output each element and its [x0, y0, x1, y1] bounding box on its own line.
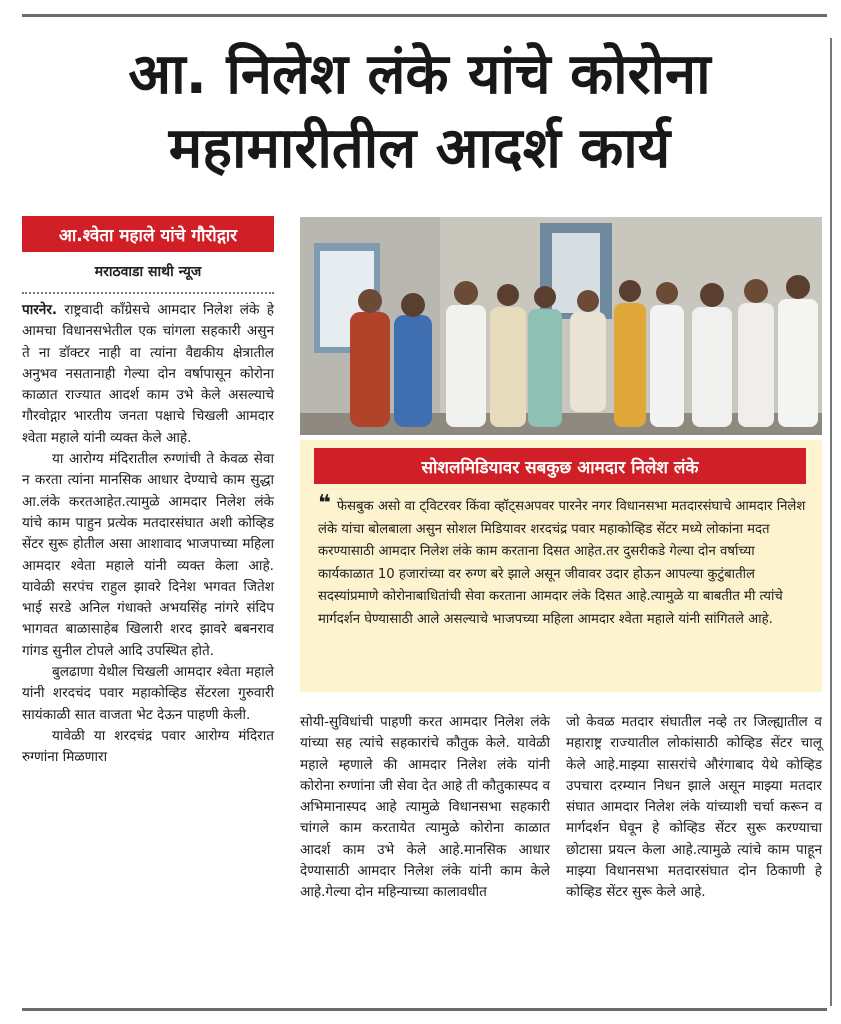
article-paragraph: [22, 300, 274, 449]
article-paragraph: बुलढाणा येथील चिखली आमदार श्वेता महाले यांनी शरदचंद पवार महाकोव्हिड सेंटरला गुरुवारी सायंकाळी सात वाजता भेट देऊन पाहणी केली.: [22, 664, 274, 723]
top-rule: [22, 14, 827, 17]
quote-mark-icon: ❝: [318, 491, 331, 516]
paragraph-text: राष्ट्रवादी काँग्रेसचे आमदार निलेश लंके हे आमचा विधानसभेतील एक चांगला सहकारी असुन ते ना डॉक्टर नाही वा त्यांना वैद्यकीय क्षेत्रातील अनुभव नसतानाही गेल्या दोन वर्षापासून कोरोना काळात राज्यात आदर्श काम उभे केले असल्याचे गौरवोद्गार भारतीय जनता पक्षाचे चिखली आमदार श्वेता महाले यांनी व्यक्त केले आहे.: [22, 302, 274, 446]
pull-quote-box: [300, 440, 822, 692]
group-photo-illustration: [300, 217, 822, 435]
article-paragraph: जो केवळ मतदार संघातील नव्हे तर जिल्ह्यातील व महाराष्ट्र राज्यातील लोकांसाठी कोव्हिड सेंटर चालू केले आहे.माझ्या सासरांचे औरंगाबाद येथे कोव्हिड उपचारा दरम्यान निधन झाले असून माझ्या मतदार संघात आमदार निलेश लंके यांच्याशी चर्चा करून व मार्गदर्शन घेवून हे कोव्हिड सेंटर सुरू करण्याचा छोटासा प्रयत्न केला आहे.त्यामुळे त्यांचे काम पाहून माझ्या विधानसभा मतदारसंघात दोन ठिकाणी हे कोव्हिड सेंटर सुरू केले आहे.: [566, 714, 822, 901]
headline-line-1: आ. निलेश लंके यांचे कोरोना: [128, 42, 711, 107]
pull-quote-body: फेसबुक असो वा ट्विटरवर किंवा व्हॉट्सअपवर पारनेर नगर विधानसभा मतदारसंघाचे आमदार निलेश लंके यांचा बोलबाला असुन सोशल मिडियावर शरदचंद्र पवार महाकोव्हिड सेंटर मध्ये लोकांना मदत करण्यासाठी आमदार निलेश लंके काम करताना दिसत आहेत.तर दुसरीकडे गेल्या दोन वर्षाच्या कार्यकाळात 10 हजारांच्या वर रुग्ण बरे झाले असून जीवावर उदार होऊन आपल्या कुटुंबातील सदस्यांप्रमाणे कोरोनाबाधितांची सेवा करताना आमदार लंके दिसत आहे.त्यामुळे या बाबतीत मी त्यांचे मार्गदर्शन घेण्यासाठी आले असल्याचे भाजपच्या महिला आमदार श्वेता महाले यांनी सांगितले आहे.: [318, 499, 806, 627]
article-paragraph: यावेळी या शरदचंद्र पवार आरोग्य मंदिरात रुग्णांना मिळणारा: [22, 727, 274, 766]
bottom-rule: [22, 1008, 827, 1011]
article-column-1: [22, 300, 274, 769]
byline-divider: [22, 292, 274, 294]
headline-line-2: महामारीतील आदर्श कार्य: [168, 116, 671, 181]
article-paragraph: सोयी-सुविधांची पाहणी करत आमदार निलेश लंके यांच्या सह त्यांचे सहकारांचे कौतुक केले. यावेळी महाले म्हणाले की आमदार निलेश लंके यांनी कोरोना रुग्णांना जी सेवा देत आहे ती कौतुकास्पद व अभिमानास्पद आहे त्यामुळे विधानसभा सहकारी चांगले काम करतायेत त्यामुळे कोरोना काळात आदर्श काम उभे केले आहे.मानसिक आधार देण्यासाठी आमदार निलेश लंके यांनी काम केले आहे.गेल्या दोन महिन्याच्या कालावधीत: [300, 714, 550, 901]
article-paragraph: या आरोग्य मंदिरातील रुग्णांची ते केवळ सेवा न करता त्यांना मानसिक आधार देण्याचे काम सुद्धा आ.लंके करतआहेत.त्यामुळे आमदार निलेश लंके यांचे काम पाहुन प्रत्येक मतदारसंघात अशी कोव्हिड सेंटर सुरू होतील असा आशावाद भाजपाच्या महिला आमदार श्वेता महाले यांनी व्यक्त केला आहे. यावेळी सरपंच राहुल झावरे दिनेश भगवत जितेश भाई सरडे अनिल गंधाक्ते अभयसिंह नांगरे संदिप भागवत बाळासाहेब खिलारी शरद झावरे बबनराव गांगड सुनील टोपले आदि उपस्थित होते.: [22, 451, 274, 659]
pull-quote-heading: सोशलमिडियावर सबकुछ आमदार निलेश लंके: [314, 448, 806, 484]
photo-people: [350, 275, 818, 427]
dateline-place: पारनेर.: [22, 302, 58, 318]
news-photo: [300, 217, 822, 435]
article-column-3: [566, 712, 822, 904]
article-column-2: [300, 712, 550, 904]
subheading-tag: आ.श्वेता महाले यांचे गौरोद्गार: [22, 216, 274, 252]
right-column-rule: [830, 38, 832, 1006]
byline: मराठवाडा साथी न्यूज: [94, 264, 202, 280]
pull-quote-text: [318, 491, 806, 631]
